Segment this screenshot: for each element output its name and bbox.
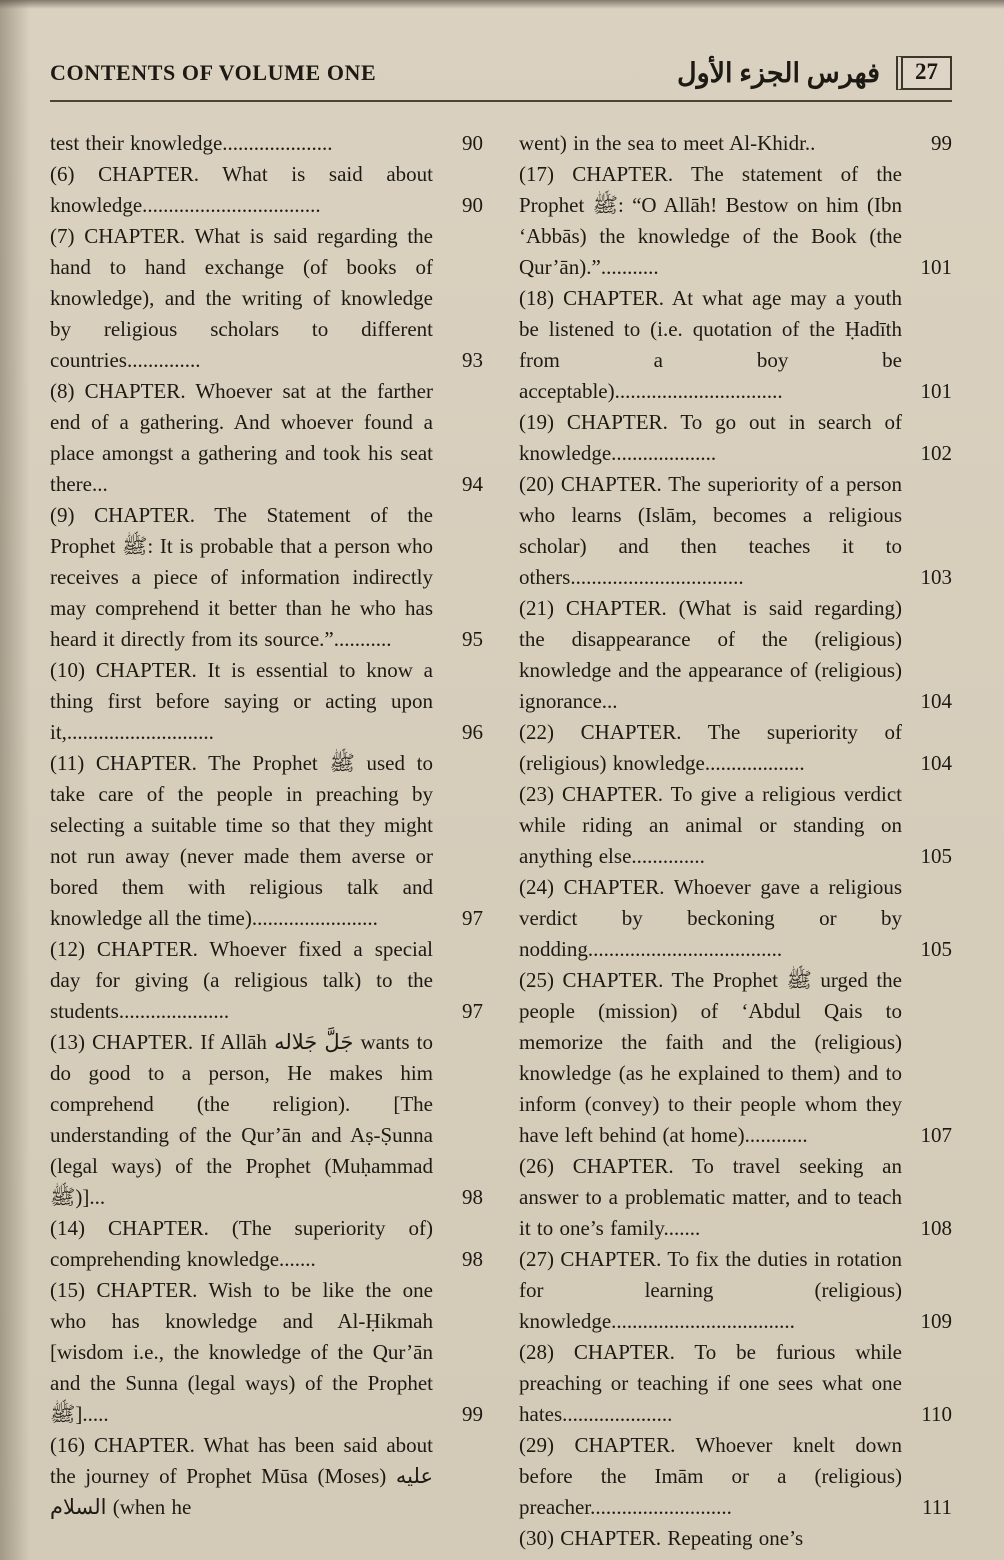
entry-page-number: 104	[920, 751, 952, 775]
toc-entry	[50, 128, 483, 159]
header-right	[677, 56, 952, 90]
entry-text: (15) CHAPTER. Wish to be like the one who has knowledge and Al-Ḥikmah [wisdom i.e., the knowledge of the Qur’ān and the Sunna (legal ways) of the Prophet ﷺ].....	[50, 1278, 433, 1426]
entry-text: (25) CHAPTER. The Prophet ﷺ urged the people (mission) of ‘Abdul Qais to memorize the faith and the (religious) knowledge (as he explained to them) and to inform (convey) to their people whom they have left behind (at home)............	[519, 968, 903, 1147]
toc-entry	[519, 872, 952, 965]
toc-column-right	[519, 128, 952, 1554]
toc-entry	[50, 500, 483, 655]
entry-page-number: 111	[922, 1495, 952, 1519]
entry-page-number: 109	[920, 1309, 952, 1333]
toc-entry	[519, 159, 952, 283]
toc-entry	[519, 593, 952, 717]
entry-page-number: 97	[462, 999, 483, 1023]
toc-entry	[50, 1027, 483, 1213]
entry-page-number: 90	[462, 193, 483, 217]
entry-text: (9) CHAPTER. The Statement of the Prophet ﷺ: It is probable that a person who receives a piece of information indirectly may comprehend it better than he who has heard it directly from its source.”...........	[50, 503, 433, 651]
entry-text: (26) CHAPTER. To travel seeking an answer to a problematic matter, and to teach it to one’s family.......	[519, 1154, 902, 1240]
entry-text: (13) CHAPTER. If Allāh جَلَّ جَلاله wants to do good to a person, He makes him comprehend (the religion). [The understanding of the Qur’ān and Aṣ-Ṣunna (legal ways) of the Prophet (Muḥammad ﷺ)]...	[50, 1030, 433, 1209]
entry-text: (23) CHAPTER. To give a religious verdict while riding an animal or standing on anything else..............	[519, 782, 902, 868]
toc-entry	[50, 159, 483, 221]
entry-page-number: 93	[462, 348, 483, 372]
entry-text: (16) CHAPTER. What has been said about the journey of Prophet Mūsa (Moses) عليه السلام (when he	[50, 1433, 433, 1519]
entry-text: (12) CHAPTER. Whoever fixed a special day for giving (a religious talk) to the students.....................	[50, 937, 433, 1023]
entry-text: (18) CHAPTER. At what age may a youth be listened to (i.e. quotation of the Ḥadīth from a boy be acceptable)................................	[519, 286, 902, 403]
entry-text: test their knowledge.....................	[50, 131, 333, 155]
toc-entry	[50, 748, 483, 934]
entry-page-number: 99	[931, 131, 952, 155]
entry-text: (29) CHAPTER. Whoever knelt down before the Imām or a (religious) preacher...........................	[519, 1433, 902, 1519]
toc-entry	[519, 407, 952, 469]
entry-text: (8) CHAPTER. Whoever sat at the farther end of a gathering. And whoever found a place amongst a gathering and took his seat there...	[50, 379, 433, 496]
toc-entry	[519, 1244, 952, 1337]
entry-page-number: 101	[920, 379, 952, 403]
entry-page-number: 95	[462, 627, 483, 651]
contents-title: CONTENTS OF VOLUME ONE	[50, 60, 377, 85]
entry-page-number: 103	[920, 565, 952, 589]
entry-page-number: 90	[462, 131, 483, 155]
entry-text: (17) CHAPTER. The statement of the Prophet ﷺ: “O Allāh! Bestow on him (Ibn ‘Abbās) the knowledge of the Book (the Qur’ān).”...........	[519, 162, 903, 279]
toc-entry	[50, 376, 483, 500]
entry-text: (22) CHAPTER. The superiority of (religious) knowledge...................	[519, 720, 902, 775]
entry-text: (7) CHAPTER. What is said regarding the hand to hand exchange (of books of knowledge), and the writing of knowledge by religious scholars to different countries..............	[50, 224, 433, 372]
entry-text: (27) CHAPTER. To fix the duties in rotation for learning (religious) knowledge...................................	[519, 1247, 902, 1333]
toc-entry	[519, 1523, 952, 1554]
toc-entry	[519, 1151, 952, 1244]
entry-page-number: 102	[920, 441, 952, 465]
entry-page-number: 99	[462, 1402, 483, 1426]
toc-entry	[519, 1430, 952, 1523]
toc-entry	[50, 934, 483, 1027]
entry-text: went) in the sea to meet Al-Khidr..	[519, 131, 816, 155]
entry-page-number: 96	[462, 720, 483, 744]
entry-text: (20) CHAPTER. The superiority of a person who learns (Islām, becomes a religious scholar) and then teaches it to others.................................	[519, 472, 902, 589]
toc-columns	[50, 128, 952, 1554]
entry-page-number: 98	[462, 1247, 483, 1271]
entry-text: (21) CHAPTER. (What is said regarding) the disappearance of the (religious) knowledge and the appearance of (religious) ignorance...	[519, 596, 902, 713]
toc-entry	[519, 965, 952, 1151]
page-number-box: 27	[896, 56, 952, 90]
toc-entry	[519, 283, 952, 407]
entry-text: (28) CHAPTER. To be furious while preaching or teaching if one sees what one hates.....................	[519, 1340, 902, 1426]
toc-entry	[519, 1337, 952, 1430]
entry-text: (14) CHAPTER. (The superiority of) comprehending knowledge.......	[50, 1216, 433, 1271]
toc-entry	[519, 469, 952, 593]
arabic-title: فهرس الجزء الأول	[676, 57, 880, 88]
toc-entry	[50, 1430, 483, 1523]
toc-column-left	[50, 128, 483, 1554]
toc-entry	[519, 128, 952, 159]
toc-entry	[50, 221, 483, 376]
entry-page-number: 105	[920, 937, 952, 961]
entry-page-number: 110	[921, 1402, 952, 1426]
entry-page-number: 107	[920, 1123, 952, 1147]
entry-page-number: 98	[462, 1185, 483, 1209]
entry-page-number: 101	[920, 255, 952, 279]
entry-text: (24) CHAPTER. Whoever gave a religious verdict by beckoning or by nodding.....................................	[519, 875, 902, 961]
toc-entry	[519, 779, 952, 872]
entry-text: (10) CHAPTER. It is essential to know a thing first before saying or acting upon it,............................	[50, 658, 433, 744]
entry-text: (11) CHAPTER. The Prophet ﷺ used to take care of the people in preaching by selecting a suitable time so that they might not run away (never made them averse or bored them with religious talk and knowledge all the time)........................	[50, 751, 434, 930]
toc-entry	[50, 1213, 483, 1275]
entry-page-number: 105	[920, 844, 952, 868]
entry-page-number: 104	[920, 689, 952, 713]
entry-page-number: 97	[462, 906, 483, 930]
toc-entry	[50, 1275, 483, 1430]
page-header	[50, 56, 952, 102]
toc-entry	[50, 655, 483, 748]
entry-text: (30) CHAPTER. Repeating one’s	[519, 1526, 804, 1550]
entry-text: (19) CHAPTER. To go out in search of knowledge....................	[519, 410, 902, 465]
entry-page-number: 94	[462, 472, 483, 496]
entry-text: (6) CHAPTER. What is said about knowledge..................................	[50, 162, 433, 217]
entry-page-number: 108	[920, 1216, 952, 1240]
toc-entry	[519, 717, 952, 779]
